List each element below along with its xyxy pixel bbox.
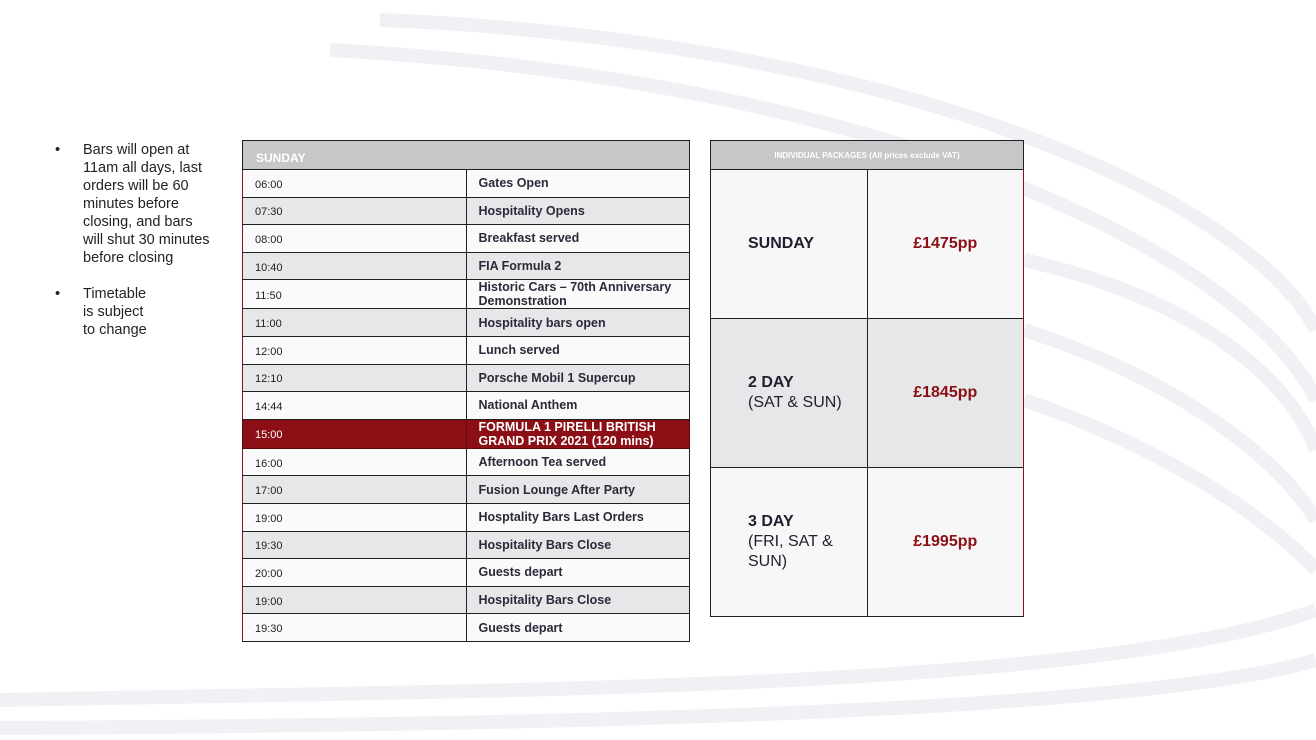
packages-table bbox=[710, 140, 1024, 617]
table-row bbox=[243, 448, 690, 476]
package-row-2-day bbox=[711, 319, 1024, 468]
package-title: 2 DAY bbox=[748, 374, 794, 391]
table-row bbox=[243, 336, 690, 364]
bullet-icon: • bbox=[55, 142, 61, 158]
table-row bbox=[243, 392, 690, 420]
package-subtitle: (FRI, SAT & SUN) bbox=[748, 533, 833, 570]
event-cell: FORMULA 1 PIRELLI BRITISH GRAND PRIX 2021 (120 mins) bbox=[466, 419, 690, 448]
event-cell: Porsche Mobil 1 Supercup bbox=[466, 364, 690, 392]
event-cell: National Anthem bbox=[466, 392, 690, 420]
table-row bbox=[243, 614, 690, 642]
package-price: £1995pp bbox=[867, 468, 1024, 617]
table-row bbox=[243, 476, 690, 504]
package-title: SUNDAY bbox=[748, 235, 815, 252]
package-row-sunday bbox=[711, 170, 1024, 319]
table-row bbox=[243, 280, 690, 309]
bullet-icon: • bbox=[55, 286, 61, 302]
event-cell: Guests depart bbox=[466, 559, 690, 587]
time-cell: 19:30 bbox=[243, 614, 467, 642]
package-subtitle: (SAT & SUN) bbox=[748, 394, 842, 411]
notes-list bbox=[55, 141, 220, 357]
time-cell: 08:00 bbox=[243, 225, 467, 253]
table-row bbox=[243, 252, 690, 280]
event-cell: Hosptality Bars Last Orders bbox=[466, 503, 690, 531]
time-cell: 19:30 bbox=[243, 531, 467, 559]
package-price: £1475pp bbox=[867, 170, 1024, 319]
note-timetable-change bbox=[55, 285, 220, 339]
time-cell: 12:10 bbox=[243, 364, 467, 392]
time-cell: 11:50 bbox=[243, 280, 467, 309]
event-cell: Fusion Lounge After Party bbox=[466, 476, 690, 504]
event-cell: Hospitality Bars Close bbox=[466, 531, 690, 559]
table-row bbox=[243, 364, 690, 392]
sunday-timetable bbox=[242, 140, 690, 642]
time-cell: 15:00 bbox=[243, 419, 467, 448]
event-cell: Hospitality bars open bbox=[466, 309, 690, 337]
event-cell: Hospitality Opens bbox=[466, 197, 690, 225]
event-cell: Afternoon Tea served bbox=[466, 448, 690, 476]
event-cell: FIA Formula 2 bbox=[466, 252, 690, 280]
package-row-3-day bbox=[711, 468, 1024, 617]
note-text: Bars will open at 11am all days, last orders will be 60 minutes before closing, and bars will shut 30 minutes before closing bbox=[83, 142, 210, 266]
table-row bbox=[243, 503, 690, 531]
table-row bbox=[243, 309, 690, 337]
package-name bbox=[711, 319, 868, 468]
package-name bbox=[711, 170, 868, 319]
event-cell: Gates Open bbox=[466, 170, 690, 198]
time-cell: 11:00 bbox=[243, 309, 467, 337]
event-cell: Hospitality Bars Close bbox=[466, 586, 690, 614]
table-row bbox=[243, 170, 690, 198]
time-cell: 20:00 bbox=[243, 559, 467, 587]
timetable-header: SUNDAY bbox=[243, 141, 690, 170]
time-cell: 10:40 bbox=[243, 252, 467, 280]
table-row-highlight-grand-prix bbox=[243, 419, 690, 448]
package-price: £1845pp bbox=[867, 319, 1024, 468]
time-cell: 14:44 bbox=[243, 392, 467, 420]
packages-header: INDIVIDUAL PACKAGES (All prices exclude VAT) bbox=[711, 141, 1024, 170]
event-cell: Breakfast served bbox=[466, 225, 690, 253]
event-cell: Lunch served bbox=[466, 336, 690, 364]
time-cell: 16:00 bbox=[243, 448, 467, 476]
table-row bbox=[243, 531, 690, 559]
note-text: Timetable is subject to change bbox=[83, 286, 147, 338]
time-cell: 19:00 bbox=[243, 503, 467, 531]
table-row bbox=[243, 559, 690, 587]
table-row bbox=[243, 197, 690, 225]
time-cell: 17:00 bbox=[243, 476, 467, 504]
event-cell: Historic Cars – 70th Anniversary Demonstration bbox=[466, 280, 690, 309]
time-cell: 07:30 bbox=[243, 197, 467, 225]
package-name bbox=[711, 468, 868, 617]
note-bar-hours bbox=[55, 141, 220, 267]
time-cell: 06:00 bbox=[243, 170, 467, 198]
time-cell: 12:00 bbox=[243, 336, 467, 364]
table-row bbox=[243, 225, 690, 253]
table-row bbox=[243, 586, 690, 614]
event-cell: Guests depart bbox=[466, 614, 690, 642]
time-cell: 19:00 bbox=[243, 586, 467, 614]
package-title: 3 DAY bbox=[748, 513, 794, 530]
